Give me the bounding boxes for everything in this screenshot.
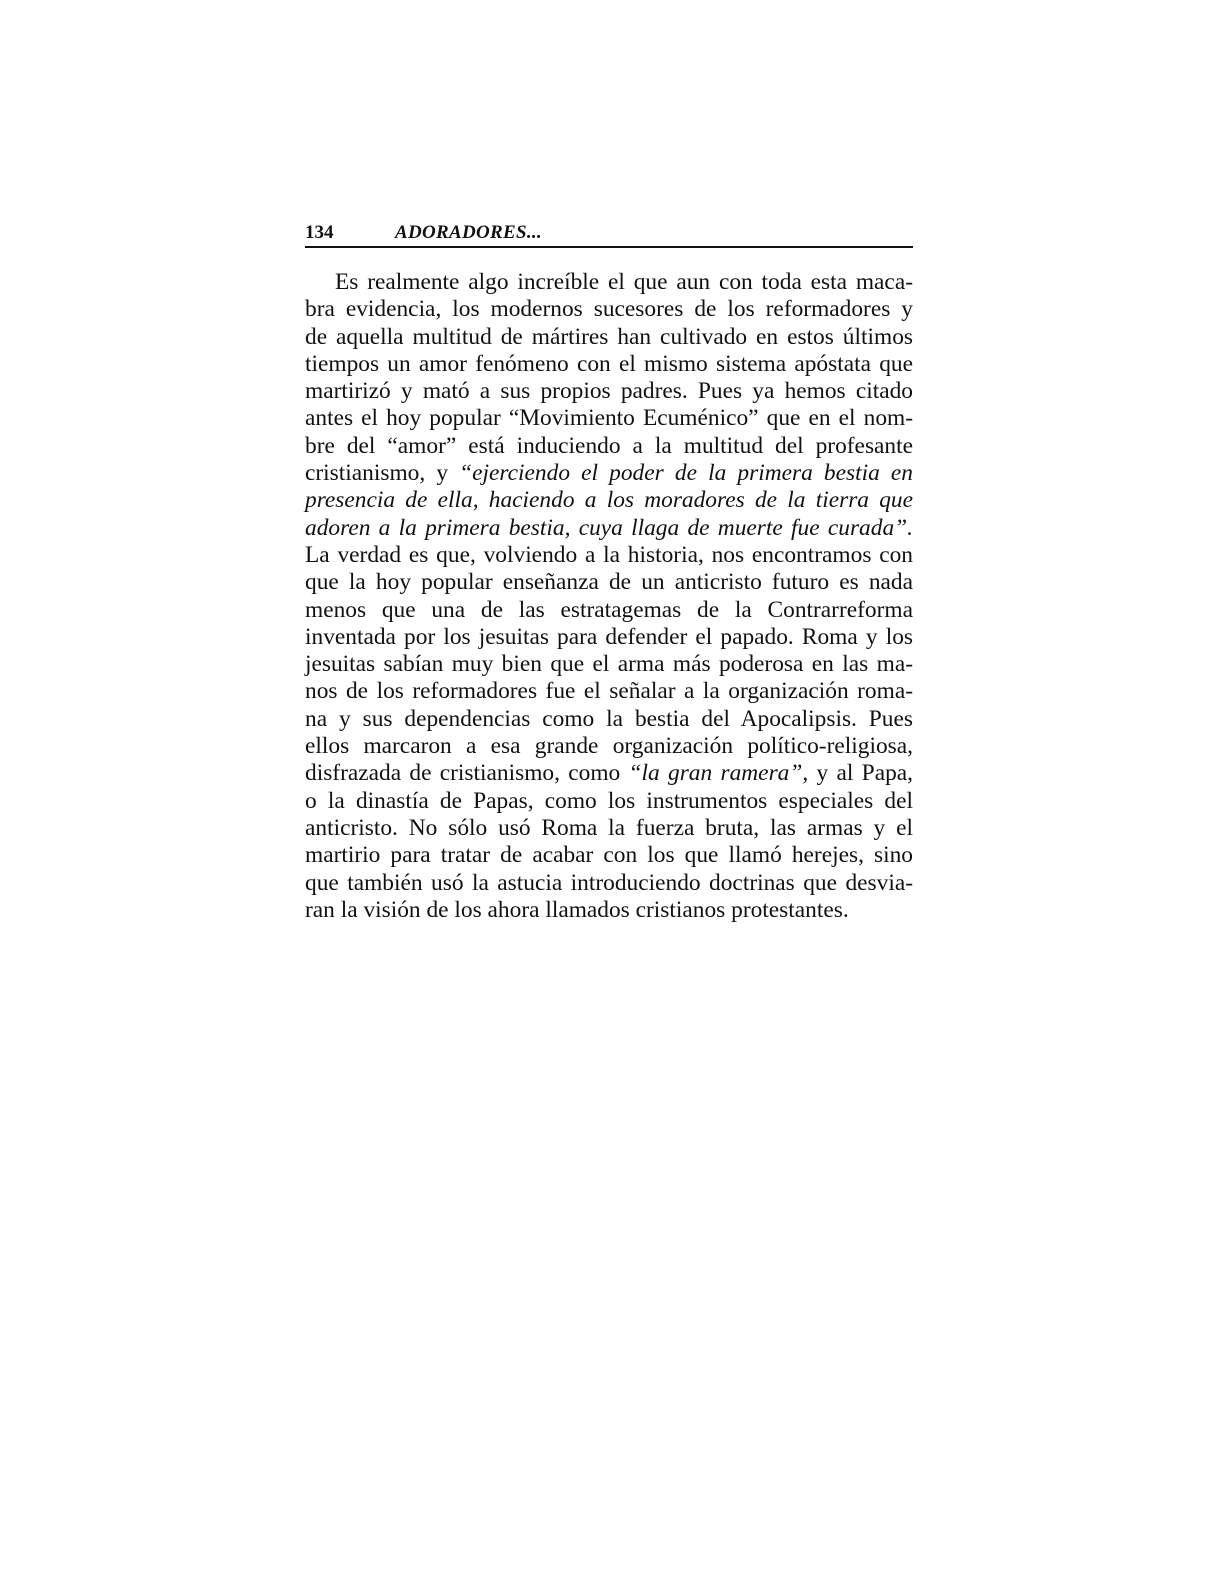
text-segment: que también usó la astucia introduciendo doctrinas que desvia- bbox=[305, 869, 913, 896]
text-line bbox=[305, 405, 913, 432]
italic-quote-segment: presencia de ella, haciendo a los moradores de la tierra que bbox=[305, 487, 913, 514]
text-line bbox=[305, 515, 913, 542]
italic-quote-segment: “la gran ramera” bbox=[628, 760, 803, 787]
text-segment: de aquella multitud de mártires han cultivado en estos últimos bbox=[305, 323, 913, 350]
text-segment: nos de los reformadores fue el señalar a la organización roma- bbox=[305, 678, 913, 705]
text-line bbox=[305, 569, 913, 596]
text-line bbox=[305, 597, 913, 624]
text-line bbox=[305, 460, 913, 487]
text-segment: martirio para tratar de acabar con los que llamó herejes, sino bbox=[305, 842, 913, 869]
text-segment: bre del “amor” está induciendo a la multitud del profesante bbox=[305, 432, 913, 459]
text-line bbox=[305, 678, 913, 705]
running-title: ADORADORES... bbox=[395, 222, 542, 243]
text-line bbox=[305, 351, 913, 378]
text-line bbox=[305, 706, 913, 733]
text-line bbox=[305, 815, 913, 842]
text-segment: cristianismo, y bbox=[305, 460, 460, 487]
text-segment: ran la visión de los ahora llamados cristianos protestantes. bbox=[305, 896, 849, 923]
text-segment: menos que una de las estratagemas de la Contrarreforma bbox=[305, 596, 913, 623]
italic-quote-segment: “ejerciendo el poder de la primera bestia en bbox=[459, 460, 914, 487]
text-line bbox=[305, 378, 913, 405]
text-segment: anticristo. No sólo usó Roma la fuerza bruta, las armas y el bbox=[305, 814, 913, 841]
text-segment: que la hoy popular enseñanza de un anticristo futuro es nada bbox=[305, 569, 913, 596]
text-segment: o la dinastía de Papas, como los instrumentos especiales del bbox=[305, 787, 913, 814]
text-line bbox=[305, 897, 913, 924]
text-line bbox=[305, 296, 913, 323]
text-line bbox=[305, 324, 913, 351]
text-segment: , y al Papa, bbox=[802, 760, 913, 787]
body-paragraph bbox=[305, 269, 913, 924]
italic-quote-segment: adoren a la primera bestia, cuya llaga de muerte fue curada”. bbox=[305, 514, 913, 541]
text-line bbox=[305, 433, 913, 460]
text-segment: La verdad es que, volviendo a la historia, nos encontramos con bbox=[305, 541, 913, 568]
text-line bbox=[305, 842, 913, 869]
text-segment: Es realmente algo increíble el que aun con toda esta maca- bbox=[335, 269, 913, 295]
text-segment: inventada por los jesuitas para defender el papado. Roma y los bbox=[305, 623, 913, 650]
text-line bbox=[305, 760, 913, 787]
text-segment: antes el hoy popular “Movimiento Ecuménico” que en el nom- bbox=[305, 405, 913, 432]
text-segment: martirizó y mató a sus propios padres. Pues ya hemos citado bbox=[305, 378, 913, 405]
text-segment: tiempos un amor fenómeno con el mismo sistema apóstata que bbox=[305, 350, 913, 377]
text-segment: ellos marcaron a esa grande organización político-religiosa, bbox=[305, 733, 913, 760]
text-line bbox=[305, 733, 913, 760]
text-line bbox=[305, 487, 913, 514]
page-number: 134 bbox=[305, 222, 334, 243]
text-line bbox=[305, 651, 913, 678]
text-segment: na y sus dependencias como la bestia del Apocalipsis. Pues bbox=[305, 705, 913, 732]
text-line bbox=[305, 788, 913, 815]
text-segment: disfrazada de cristianismo, como bbox=[305, 760, 629, 787]
running-header bbox=[305, 218, 913, 248]
text-line bbox=[305, 624, 913, 651]
text-line bbox=[305, 542, 913, 569]
text-line bbox=[305, 269, 913, 296]
text-segment: jesuitas sabían muy bien que el arma más poderosa en las ma- bbox=[305, 651, 913, 678]
text-segment: bra evidencia, los modernos sucesores de los reformadores y bbox=[305, 296, 913, 323]
text-line bbox=[305, 870, 913, 897]
